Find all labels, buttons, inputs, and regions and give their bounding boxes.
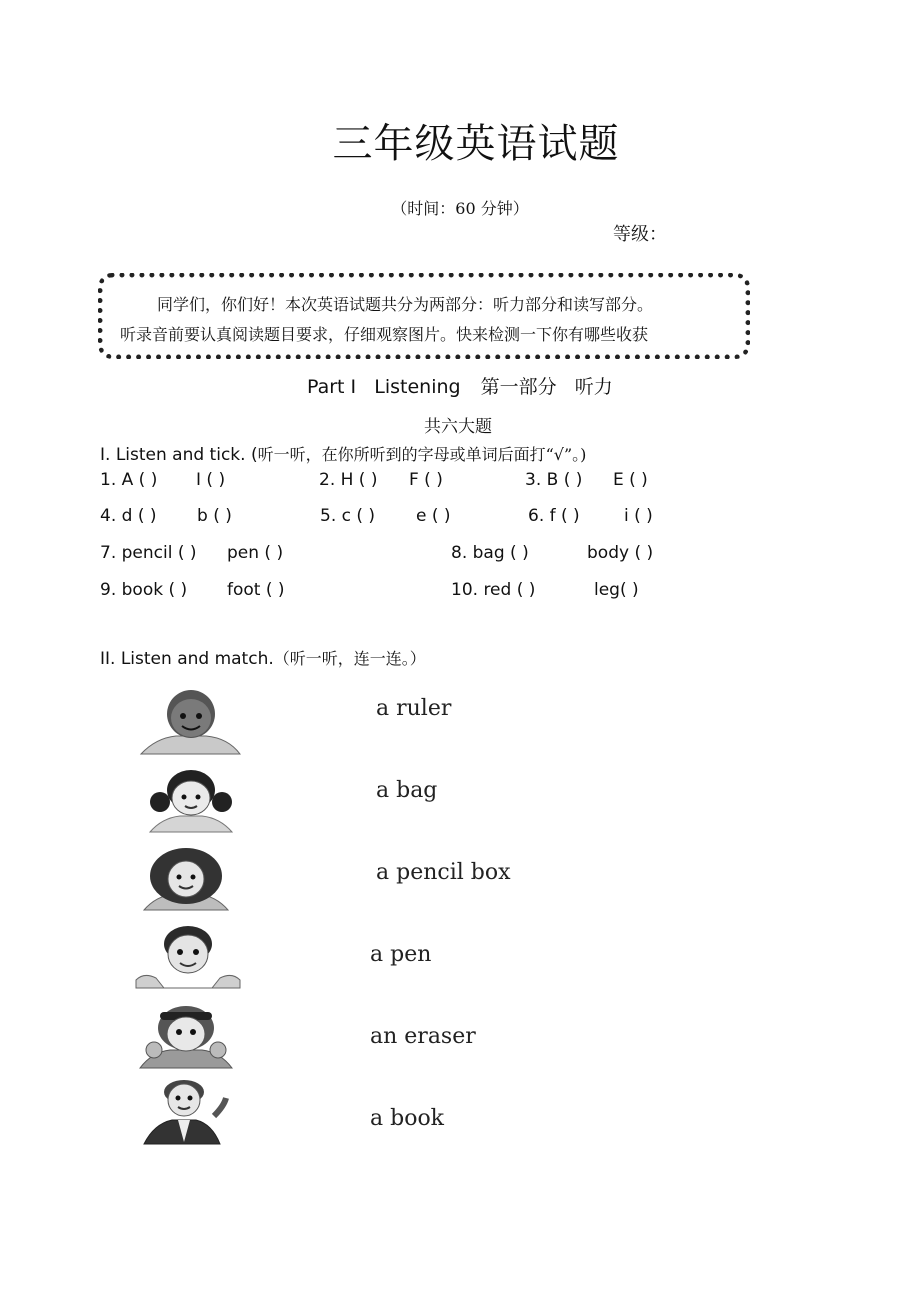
- time-limit: （时间：60 分钟）: [391, 199, 529, 218]
- tick-item: i ( ): [624, 506, 653, 526]
- section-1-title-cn: 听一听，在你所听到的字母或单词后面打“√”。): [257, 445, 587, 464]
- tick-item: 10. red ( ): [451, 580, 536, 600]
- notice-line-1: 同学们，你们好！本次英语试题共分为两部分：听力部分和读写部分。: [157, 295, 654, 314]
- tick-item: body ( ): [587, 543, 654, 563]
- match-word: an eraser: [370, 1024, 476, 1049]
- grade-label: 等级：: [613, 224, 667, 245]
- section-2-title: [100, 646, 426, 669]
- man-waving-portrait: [140, 1076, 232, 1146]
- page-title: 三年级英语试题: [332, 121, 620, 167]
- tick-item: 5. c ( ): [320, 506, 376, 526]
- tick-item: 1. A ( ): [100, 470, 158, 490]
- tick-item: 8. bag ( ): [451, 543, 529, 563]
- match-word: a bag: [376, 778, 438, 803]
- tick-item: e ( ): [416, 506, 451, 526]
- section-2-title-en: II. Listen and match.: [100, 649, 274, 669]
- part-heading-en: Part I Listening: [307, 376, 461, 398]
- tick-item: foot ( ): [227, 580, 285, 600]
- tick-item: 2. H ( ): [319, 470, 378, 490]
- tick-item: 3. B ( ): [525, 470, 583, 490]
- part-heading-cn: 第一部分 听力: [480, 376, 613, 398]
- tick-item: pen ( ): [227, 543, 284, 563]
- tick-item: 9. book ( ): [100, 580, 188, 600]
- boy-portrait: [136, 686, 246, 756]
- tick-item: 7. pencil ( ): [100, 543, 197, 563]
- section-2-title-cn: （听一听，连一连。）: [273, 649, 426, 668]
- notice-box: [98, 273, 750, 359]
- tick-item: 6. f ( ): [528, 506, 580, 526]
- section-1-title-en: I. Listen and tick. (: [100, 445, 258, 465]
- part-heading: [307, 372, 613, 399]
- question-count: 共六大题: [424, 417, 492, 437]
- tick-item: 4. d ( ): [100, 506, 157, 526]
- tick-item: F ( ): [409, 470, 443, 490]
- match-word: a ruler: [376, 696, 452, 721]
- tick-item: leg( ): [594, 580, 639, 600]
- section-1-title: [100, 442, 586, 465]
- tick-item: b ( ): [197, 506, 232, 526]
- girl-headband-portrait: [136, 1002, 236, 1070]
- tick-item: E ( ): [613, 470, 648, 490]
- match-word: a pencil box: [376, 860, 511, 885]
- match-word: a book: [370, 1106, 445, 1131]
- match-word: a pen: [370, 942, 432, 967]
- boy-shrugging-portrait: [134, 922, 242, 990]
- notice-line-2: 听录音前要认真阅读题目要求，仔细观察图片。快来检测一下你有哪些收获: [120, 325, 649, 344]
- tick-item: I ( ): [196, 470, 226, 490]
- girl-pigtails-portrait: [140, 766, 240, 834]
- girl-curly-hair-portrait: [136, 846, 236, 912]
